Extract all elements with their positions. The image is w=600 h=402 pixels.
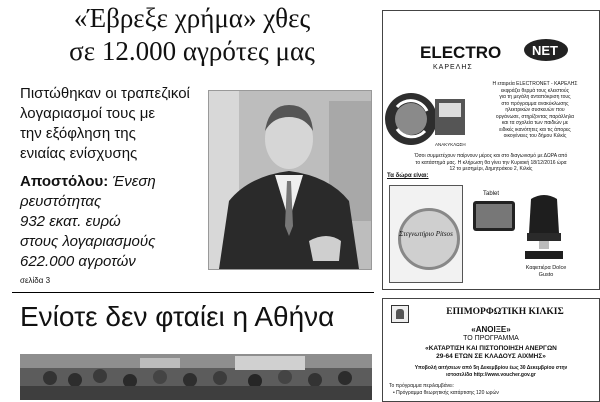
benefit-item: • Πρόγραμμα θεωρητικής κατάρτισης 120 ωρών — [393, 389, 499, 396]
quote-line: ρευστότητας — [20, 193, 102, 210]
quote-line: στους λογαριασμούς — [20, 233, 156, 250]
ad-thank-you-text — [475, 81, 595, 140]
coffee-label: Καφετιέρα Dolce Gusto — [525, 265, 567, 278]
ad-body-line: για τη μεγάλη ανταπόκριση τους — [499, 94, 571, 100]
main-headline-line2: σε 12.000 αγρότες μας — [69, 36, 315, 66]
training-program-label: ΤΟ ΠΡΟΓΡΑΜΜΑ — [463, 335, 519, 342]
training-program-name — [383, 345, 599, 361]
tablet-label: Tablet — [483, 191, 500, 197]
second-headline: Ενίοτε δεν φταίει η Αθήνα — [20, 301, 335, 332]
ad-body-line: ειδικές ικανότητες και τις άπορες — [499, 126, 571, 133]
notice-line: 12 το μεσημέρι, Δημητράκου 2, Κιλκίς — [449, 166, 533, 172]
ad-body-line: στο πρόγραμμα ανακύκλωσης — [501, 100, 569, 107]
main-subheadline — [20, 84, 205, 164]
page-reference: σελίδα 3 — [20, 276, 51, 285]
training-ad[interactable] — [382, 298, 600, 402]
dryer-image — [389, 185, 463, 283]
program-name-line: 29-64 ΕΤΩΝ ΣΕ ΚΛΑΔΟΥΣ ΑΙΧΜΗΣ» — [436, 353, 546, 360]
subhead-line: λογαριασμοί τους με — [20, 105, 156, 122]
portrait-photo — [208, 90, 372, 270]
training-open-label: «ΑΝΟΙΞΕ» — [471, 325, 511, 334]
ad-draw-notice — [391, 153, 591, 173]
ad-body-line: οικογένειες του δήμου Κιλκίς — [503, 133, 567, 139]
main-quote — [20, 172, 205, 272]
logo-word: ELECTRO — [420, 43, 502, 62]
recycle-label: ΑΝΑΚΥΚΛΩΣΗ — [435, 142, 466, 147]
benefit-text: Πρόγραμμα θεωρητικής κατάρτισης 120 ωρών — [396, 389, 499, 396]
quote-line: 932 εκατ. ευρώ — [20, 213, 121, 230]
quote-line: 622.000 αγροτών — [20, 253, 136, 270]
section-divider — [12, 292, 374, 293]
electronet-logo — [419, 39, 568, 71]
logo-city: ΚΑΡΕΛΗΣ — [433, 64, 473, 71]
protest-photo — [20, 354, 372, 400]
notice-line: Όσοι συμμετέχουν παίρνουν μέρος και στο διαγωνισμό με ΔΩΡΑ από — [414, 153, 568, 159]
program-name-line: «ΚΑΤΑΡΤΙΣΗ ΚΑΙ ΠΙΣΤΟΠΟΙΗΣΗ ΑΝΕΡΓΩΝ — [425, 345, 557, 352]
apply-site-link[interactable]: ιστοσελίδα http://www.voucher.gov.gr — [446, 371, 536, 378]
coffee-machine-image — [521, 193, 567, 261]
logo-net: NET — [532, 43, 558, 58]
training-benefits — [389, 383, 595, 396]
quote-line: Ένεση — [108, 173, 156, 190]
ad-body-line: ηλεκτρικών συσκευών που — [505, 107, 565, 113]
subhead-line: ενιαίας ενίσχυσης — [20, 145, 138, 162]
subhead-line: την εξόφληση της — [20, 125, 136, 142]
recycling-graphic — [385, 93, 466, 147]
main-headline — [8, 2, 376, 68]
gifts-label: Τα δώρα είναι: — [387, 173, 429, 179]
notice-line: το κατάστημά μας. Η κλήρωση θα γίνει την Κυριακή 18/12/2016 ώρα — [415, 159, 567, 166]
benefits-intro: Το πρόγραμμα περιλαμβάνει: — [389, 383, 454, 389]
training-apply-info — [383, 365, 599, 378]
ad-body-line: και τα σχολεία των παιδιών με — [501, 120, 569, 126]
main-headline-line1: «Έβρεξε χρήμα» χθες — [73, 3, 311, 33]
ad-body-line: Η εταιρεία ELECTRONET - ΚΑΡΕΛΗΣ — [492, 81, 578, 87]
apply-line: Υποβολή αιτήσεων από 5η Δεκεμβρίου έως 30 Δεκεμβρίου στην — [414, 365, 568, 371]
subhead-line: Πιστώθηκαν οι τραπεζικοί — [20, 85, 190, 102]
training-logo-icon — [391, 305, 409, 323]
ad-body-line: οργάνωσε, στηρίζοντας παράλληλα — [495, 113, 575, 120]
training-title: ΕΠΙΜΟΡΦΩΤΙΚΗ ΚΙΛΚΙΣ — [446, 307, 564, 317]
quote-speaker: Αποστόλου: — [20, 173, 109, 190]
dryer-label: Στεγνωτήριο Pitsos — [399, 230, 453, 238]
tablet-image — [473, 201, 515, 231]
ad-body-line: εκφράζει θερμά τους κλειστούς — [500, 87, 570, 94]
electronet-ad[interactable] — [382, 10, 600, 290]
